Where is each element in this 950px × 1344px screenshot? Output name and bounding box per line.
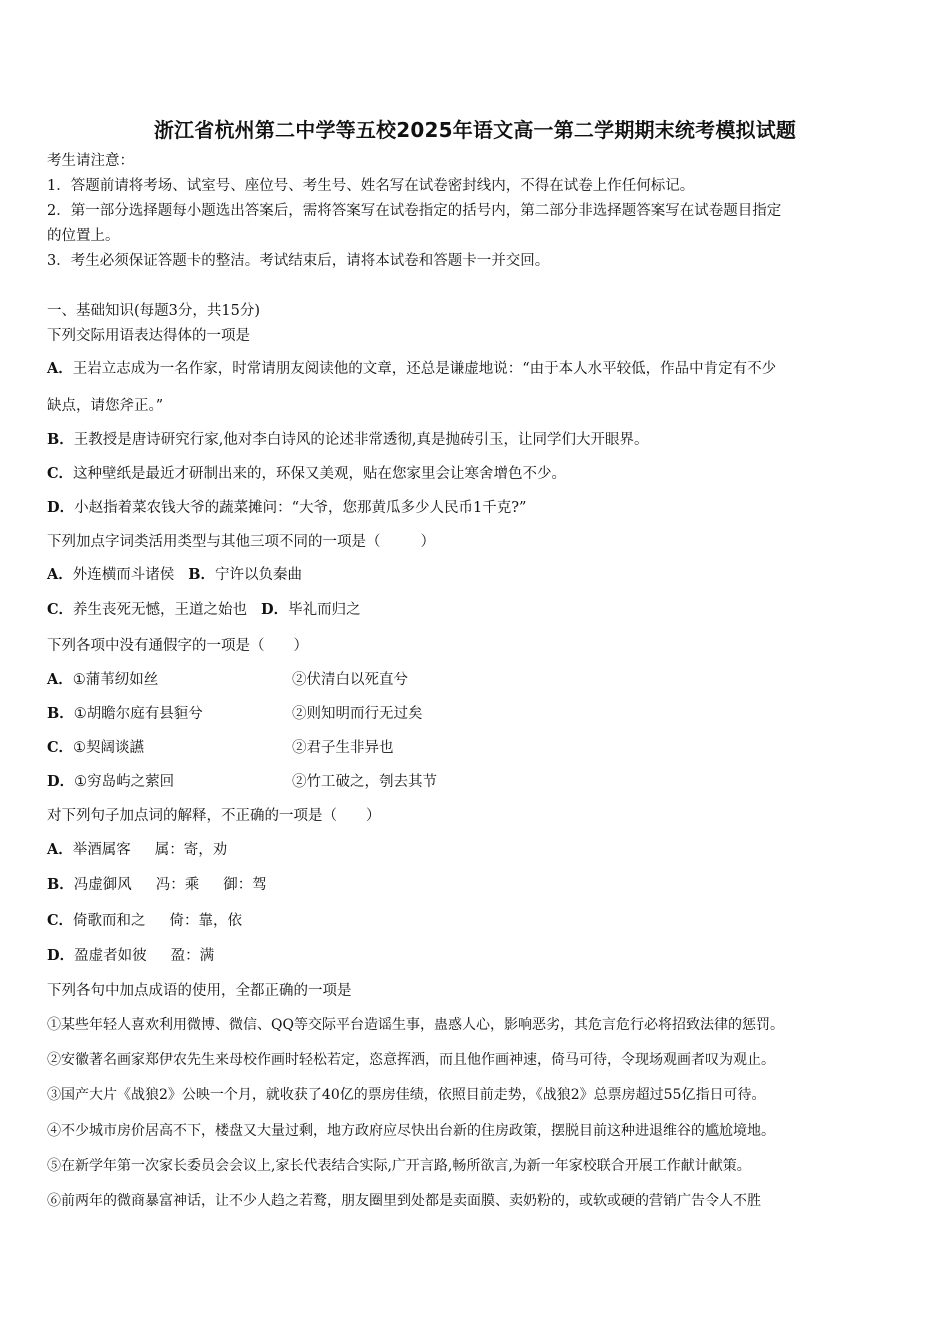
option-label: B． <box>47 431 74 448</box>
q3-option-a[interactable] <box>47 671 547 689</box>
option-phrase: 倚歌而和之 <box>73 913 146 929</box>
notice-item-3: 3．考生必须保证答题卡的整洁。考试结束后，请将本试卷和答题卡一并交回。 <box>47 253 550 269</box>
option-text: 外连横而斗诸侯 <box>72 567 175 583</box>
q2-option-b[interactable] <box>188 567 302 583</box>
option-text: 王教授是唐诗研究行家,他对李白诗风的论述非常透彻,真是抛砖引玉，让同学们大开眼界。 <box>73 432 649 448</box>
option-phrase: 举酒属客 <box>72 842 131 858</box>
q5-item-2: ②安徽著名画家郑伊农先生来母校作画时轻松若定，恣意挥洒，而且他作画神速，倚马可待，令现场观画者叹为观止。 <box>47 1052 775 1068</box>
q5-item-5: ⑤在新学年第一次家长委员会会议上,家长代表结合实际,广开言路,畅所欲言,为新一年家校联合开展工作献计献策。 <box>47 1158 751 1174</box>
q3-option-b[interactable] <box>47 705 547 723</box>
q2-option-a[interactable] <box>47 567 174 583</box>
option-label: D． <box>47 773 75 790</box>
option-text: 宁许以负秦曲 <box>215 567 303 583</box>
q5-item-3: ③国产大片《战狼2》公映一个月，就收获了40亿的票房佳绩，依照目前走势，《战狼2》总票房超过55亿指日可待。 <box>47 1087 766 1103</box>
q2-stem-end: ） <box>420 534 435 550</box>
notice-item-2-cont: 的位置上。 <box>47 228 120 244</box>
option-right: ②伏清白以死直兮 <box>292 672 408 688</box>
q4-option-b[interactable] <box>47 876 267 894</box>
q4-option-d[interactable] <box>47 947 214 965</box>
q4-option-c[interactable] <box>47 912 242 930</box>
option-label: A． <box>47 566 73 583</box>
q2-stem <box>47 533 435 551</box>
q2-options-ab <box>47 566 302 584</box>
q2-option-d[interactable] <box>261 602 361 618</box>
option-right: ②君子生非异也 <box>292 740 394 756</box>
q5-stem: 下列各句中加点成语的使用，全都正确的一项是 <box>47 983 352 999</box>
q1-option-b[interactable] <box>47 431 648 449</box>
option-label: B． <box>47 705 74 722</box>
section-heading: 一、基础知识(每题3分，共15分) <box>47 303 260 319</box>
option-gloss-2: 御：驾 <box>223 877 267 893</box>
option-gloss: 盈：满 <box>170 948 215 964</box>
option-label: D． <box>47 499 75 516</box>
option-label: C． <box>47 912 74 929</box>
option-label: D． <box>47 947 75 964</box>
q4-stem: 对下列句子加点词的解释，不正确的一项是（ ） <box>47 808 381 824</box>
notice-item-1: 1．答题前请将考场、试室号、座位号、考生号、姓名写在试卷密封线内，不得在试卷上作任何标记。 <box>47 178 695 194</box>
option-left: ①契阔谈讌 <box>73 740 145 756</box>
option-gloss: 冯：乘 <box>155 877 200 893</box>
option-label: C． <box>47 739 74 756</box>
option-label: B． <box>47 876 74 893</box>
option-text: 王岩立志成为一名作家，时常请朋友阅读他的文章，还总是谦虚地说：“由于本人水平较低，作品中肯定有不少 <box>72 361 777 377</box>
q5-item-4: ④不少城市房价居高不下，楼盘又大量过剩，地方政府应尽快出台新的住房政策，摆脱目前这种进退维谷的尴尬境地。 <box>47 1123 775 1139</box>
q2-options-cd <box>47 601 361 619</box>
option-label: A． <box>47 841 73 858</box>
option-phrase: 盈虚者如彼 <box>74 948 147 964</box>
option-left: ①蒲苇纫如丝 <box>72 672 159 688</box>
q1-option-a-cont: 缺点，请您斧正。” <box>47 398 164 414</box>
q5-item-1: ①某些年轻人喜欢利用微博、微信、QQ等交际平台造谣生事，蛊惑人心，影响恶劣，其危言危行必将招致法律的惩罚。 <box>47 1017 784 1033</box>
option-label: A． <box>47 360 73 377</box>
q2-option-c[interactable] <box>47 602 247 618</box>
option-label: C． <box>47 601 74 618</box>
option-label: C． <box>47 465 74 482</box>
option-label: D． <box>261 601 289 618</box>
option-gloss: 倚：靠，依 <box>169 913 243 929</box>
option-label: B． <box>188 566 216 583</box>
option-text: 这种壁纸是最近才研制出来的，环保又美观，贴在您家里会让寒舍增色不少。 <box>73 466 567 482</box>
notice-heading: 考生请注意： <box>47 153 134 169</box>
option-text: 毕礼而归之 <box>288 602 361 618</box>
q1-option-c[interactable] <box>47 465 566 483</box>
option-right: ②则知明而行无过矣 <box>292 706 423 722</box>
notice-item-2: 2．第一部分选择题每小题选出答案后，需将答案写在试卷指定的括号内，第二部分非选择题答案写在试卷题目指定 <box>47 203 782 219</box>
option-gloss: 属：寄，劝 <box>154 842 228 858</box>
option-text: 小赵指着菜农钱大爷的蔬菜摊问：“大爷，您那黄瓜多少人民币1千克?” <box>74 500 527 516</box>
option-left: ①胡瞻尔庭有县貆兮 <box>73 706 203 722</box>
option-left: ①穷岛屿之萦回 <box>74 774 175 790</box>
q3-option-c[interactable] <box>47 739 547 757</box>
page-title: 浙江省杭州第二中学等五校2025年语文高一第二学期期末统考模拟试题 <box>153 118 797 142</box>
q3-stem: 下列各项中没有通假字的一项是（ ） <box>47 638 308 654</box>
q3-option-d[interactable] <box>47 773 547 791</box>
option-phrase: 冯虚御风 <box>73 877 132 893</box>
q1-stem: 下列交际用语表达得体的一项是 <box>47 328 250 344</box>
q1-option-d[interactable] <box>47 499 526 517</box>
q1-option-a[interactable] <box>47 360 776 378</box>
option-right: ②竹工破之，刳去其节 <box>292 774 437 790</box>
q4-option-a[interactable] <box>47 841 227 859</box>
q2-stem-start: 下列加点字词类活用类型与其他三项不同的一项是（ <box>47 534 381 550</box>
option-text: 养生丧死无憾，王道之始也 <box>73 602 248 618</box>
q5-item-6: ⑥前两年的微商暴富神话，让不少人趋之若鹜，朋友圈里到处都是卖面膜、卖奶粉的，或软或硬的营销广告令人不胜 <box>47 1193 761 1209</box>
option-label: A． <box>47 671 73 688</box>
